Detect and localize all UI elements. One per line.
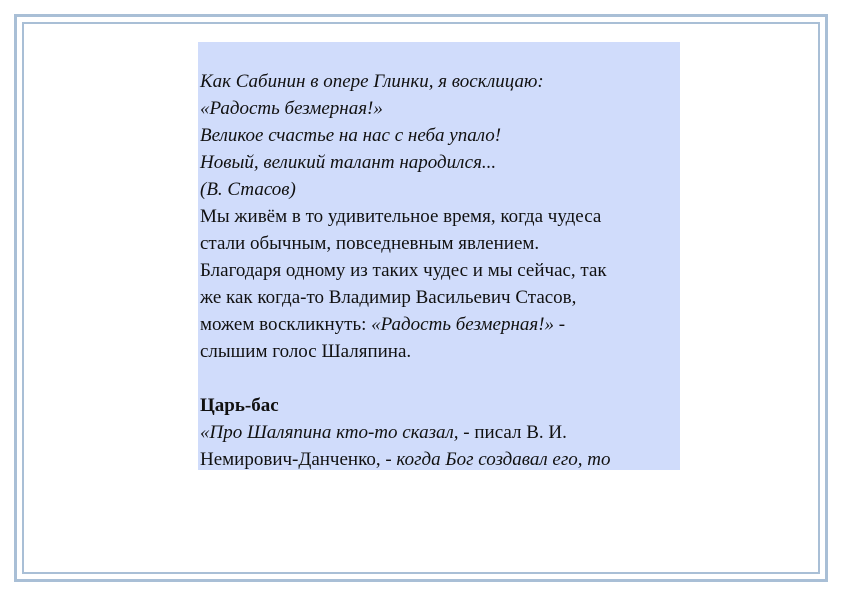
paragraph-line	[200, 311, 680, 338]
epigraph-attribution: (В. Стасов)	[200, 179, 296, 200]
paragraph-text: можем воскликнуть:	[200, 314, 372, 335]
paragraph-line: стали обычным, повседневным явлением.	[200, 233, 540, 254]
epigraph-line: Великое счастье на нас с неба упало!	[200, 125, 502, 146]
text-box	[198, 42, 680, 470]
paragraph-line: Мы живём в то удивительное время, когда чудеса	[200, 206, 602, 227]
paragraph-quote: «Радость безмерная!» -	[371, 314, 566, 335]
quote-text: «Про Шаляпина кто-то сказал,	[200, 422, 459, 443]
epigraph-line: Как Сабинин в опере Глинки, я восклицаю:	[200, 71, 544, 92]
quote-line	[200, 446, 680, 470]
paragraph-line: Благодаря одному из таких чудес и мы сейчас, так	[200, 260, 607, 281]
epigraph-line: «Радость безмерная!»	[200, 98, 383, 119]
section-heading: Царь-бас	[200, 395, 279, 416]
paragraph-line: же как когда-то Владимир Васильевич Стасов,	[200, 287, 577, 308]
quote-text: - когда Бог создавал его, то	[385, 449, 611, 470]
quote-line	[200, 419, 680, 446]
quote-attribution: Немирович-Данченко,	[200, 449, 386, 470]
blank-line	[200, 365, 680, 392]
paragraph-line: слышим голос Шаляпина.	[200, 341, 412, 362]
quote-attribution: - писал В. И.	[458, 422, 567, 443]
epigraph-line: Новый, великий талант народился...	[200, 152, 497, 173]
